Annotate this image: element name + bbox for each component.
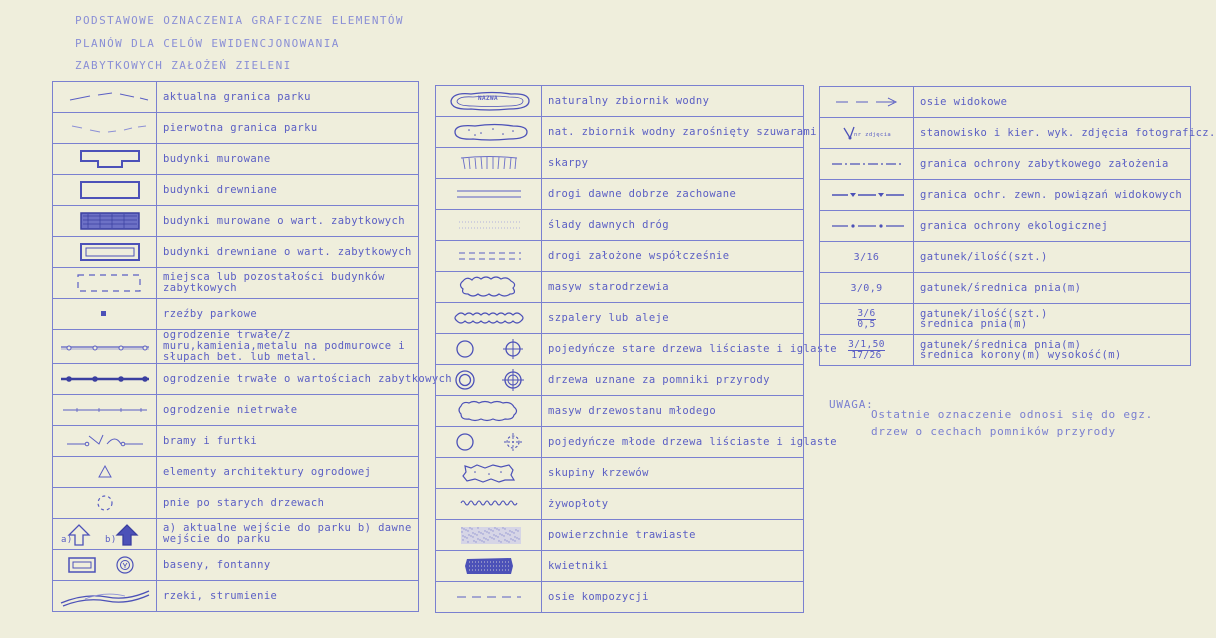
legend-label: skupiny krzewów <box>542 458 804 489</box>
legend-symbol <box>436 210 542 241</box>
legend-symbol-fraction <box>820 335 914 366</box>
legend-symbol <box>436 551 542 582</box>
note-heading: UWAGA: <box>829 398 874 411</box>
legend-label: aktualna granica parku <box>157 82 419 113</box>
legend-symbol <box>53 237 157 268</box>
legend-symbol <box>436 396 542 427</box>
legend-row <box>53 488 419 519</box>
legend-label: elementy architektury ogrodowej <box>157 457 419 488</box>
legend-row <box>53 175 419 206</box>
legend-label: osie kompozycji <box>542 582 804 613</box>
legend-row <box>820 304 1191 335</box>
legend-label: kwietniki <box>542 551 804 582</box>
legend-row <box>820 242 1191 273</box>
legend-symbol <box>53 299 157 330</box>
legend-row <box>436 117 804 148</box>
legend-row <box>820 211 1191 242</box>
legend-symbol <box>436 303 542 334</box>
legend-label: szpalery lub aleje <box>542 303 804 334</box>
legend-row <box>436 272 804 303</box>
legend-label: a) aktualne wejście do parku b) dawne wejście do parku <box>157 519 419 550</box>
legend-label: żywopłoty <box>542 489 804 520</box>
legend-label: powierzchnie trawiaste <box>542 520 804 551</box>
legend-label: drogi dawne dobrze zachowane <box>542 179 804 210</box>
legend-row <box>820 149 1191 180</box>
legend-label: gatunek/średnica pnia(m) <box>914 273 1191 304</box>
legend-row <box>820 180 1191 211</box>
legend-label: ogrodzenie trwałe o wartościach zabytkowych <box>157 364 419 395</box>
legend-label: masyw drzewostanu młodego <box>542 396 804 427</box>
legend-row <box>53 237 419 268</box>
legend-row <box>53 113 419 144</box>
legend-symbol <box>53 581 157 612</box>
legend-label: bramy i furtki <box>157 426 419 457</box>
legend-symbol <box>436 334 542 365</box>
legend-row <box>53 364 419 395</box>
legend-label: granica ochrony zabytkowego założenia <box>914 149 1191 180</box>
legend-symbol <box>820 211 914 242</box>
legend-symbol <box>820 118 914 149</box>
legend-label: ogrodzenie trwałe/z muru,kamienia,metalu na podmurowce i słupach bet. lub metal. <box>157 330 419 364</box>
legend-symbol <box>53 268 157 299</box>
legend-row <box>53 82 419 113</box>
legend-symbol <box>820 180 914 211</box>
legend-label: ogrodzenie nietrwałe <box>157 395 419 426</box>
legend-row <box>53 330 419 364</box>
legend-row <box>436 210 804 241</box>
legend-symbol <box>436 489 542 520</box>
legend-label: ślady dawnych dróg <box>542 210 804 241</box>
legend-symbol <box>436 148 542 179</box>
legend-label: budynki murowane o wart. zabytkowych <box>157 206 419 237</box>
legend-row <box>436 179 804 210</box>
title-line-2: PLANÓW DLA CELÓW EWIDENCJONOWANIA <box>75 37 340 50</box>
legend-label: rzeźby parkowe <box>157 299 419 330</box>
legend-row <box>53 206 419 237</box>
legend-symbol <box>436 427 542 458</box>
legend-row <box>53 268 419 299</box>
legend-label: budynki drewniane <box>157 175 419 206</box>
legend-table-buildings <box>52 81 453 612</box>
legend-symbol <box>53 175 157 206</box>
photo-number-text: nr zdjęcia <box>854 132 892 138</box>
fraction-numerator: 3/1,50 <box>848 338 885 350</box>
legend-label: baseny, fontanny <box>157 550 419 581</box>
legend-symbol <box>820 149 914 180</box>
note-line-1: Ostatnie oznaczenie odnosi się do egz. <box>871 408 1154 421</box>
legend-label: stanowisko i kier. wyk. zdjęcia fotograficz. <box>914 118 1191 149</box>
legend-label: nat. zbiornik wodny zarośnięty szuwarami <box>542 117 804 148</box>
legend-symbol <box>436 520 542 551</box>
legend-label-double <box>914 335 1191 366</box>
legend-symbol <box>53 364 157 395</box>
legend-row <box>53 457 419 488</box>
legend-label-2: średnica korony(m) wysokość(m) <box>920 349 1122 361</box>
legend-symbol <box>53 457 157 488</box>
legend-symbol <box>53 550 157 581</box>
legend-symbol <box>436 458 542 489</box>
legend-label: rzeki, strumienie <box>157 581 419 612</box>
legend-row <box>436 334 804 365</box>
legend-table-views <box>819 86 1216 366</box>
legend-symbol <box>53 395 157 426</box>
legend-row <box>436 365 804 396</box>
legend-symbol <box>53 519 157 550</box>
fraction-denominator: 0,5 <box>857 318 876 330</box>
legend-label: masyw starodrzewia <box>542 272 804 303</box>
legend-label: skarpy <box>542 148 804 179</box>
legend-row <box>436 551 804 582</box>
note-line-2: drzew o cechach pomników przyrody <box>871 425 1116 438</box>
legend-label: miejsca lub pozostałości budynków zabytkowych <box>157 268 419 299</box>
legend-label: pierwotna granica parku <box>157 113 419 144</box>
legend-row <box>436 148 804 179</box>
legend-row <box>820 87 1191 118</box>
legend-symbol <box>436 117 542 148</box>
legend-row <box>436 458 804 489</box>
entrance-a-mark: a) <box>61 535 73 545</box>
legend-row <box>436 582 804 613</box>
legend-row <box>53 299 419 330</box>
legend-symbol <box>436 179 542 210</box>
legend-row <box>820 118 1191 149</box>
legend-symbol <box>436 365 542 396</box>
title-line-3: ZABYTKOWYCH ZAŁOŻEŃ ZIELENI <box>75 59 292 72</box>
legend-row <box>820 335 1191 366</box>
legend-symbol <box>820 87 914 118</box>
legend-label: naturalny zbiornik wodny <box>542 86 804 117</box>
legend-symbol <box>53 426 157 457</box>
legend-row <box>53 581 419 612</box>
legend-row <box>53 395 419 426</box>
legend-label: drzewa uznane za pomniki przyrody <box>542 365 804 396</box>
legend-label: granica ochr. zewn. powiązań widokowych <box>914 180 1191 211</box>
legend-label: gatunek/średnica pnia(m) <box>920 339 1082 351</box>
legend-row <box>436 241 804 272</box>
legend-label: pojedyńcze młode drzewa liściaste i iglaste <box>542 427 804 458</box>
legend-label-double <box>914 304 1191 335</box>
legend-symbol-text: 3/0,9 <box>820 273 914 304</box>
legend-symbol <box>436 272 542 303</box>
legend-symbol <box>436 86 542 117</box>
legend-row <box>436 489 804 520</box>
legend-row <box>53 426 419 457</box>
legend-symbol-fraction <box>820 304 914 335</box>
legend-row <box>53 550 419 581</box>
pond-name-text: NAZWA <box>478 95 499 102</box>
legend-label: gatunek/ilość(szt.) <box>920 308 1048 320</box>
fraction-numerator: 3/6 <box>857 307 876 319</box>
legend-label: budynki murowane <box>157 144 419 175</box>
title-line-1: PODSTAWOWE OZNACZENIA GRAFICZNE ELEMENTÓW <box>75 14 404 27</box>
legend-symbol <box>53 144 157 175</box>
legend-label: drogi założone współcześnie <box>542 241 804 272</box>
legend-symbol <box>436 241 542 272</box>
legend-table-vegetation <box>435 85 838 613</box>
legend-label-2: średnica pnia(m) <box>920 318 1028 330</box>
legend-symbol <box>53 113 157 144</box>
legend-row <box>436 86 804 117</box>
legend-symbol <box>53 488 157 519</box>
legend-row <box>53 144 419 175</box>
legend-label: gatunek/ilość(szt.) <box>914 242 1191 273</box>
legend-label: osie widokowe <box>914 87 1191 118</box>
legend-label: pnie po starych drzewach <box>157 488 419 519</box>
legend-label: budynki drewniane o wart. zabytkowych <box>157 237 419 268</box>
legend-symbol <box>53 330 157 364</box>
legend-row <box>436 520 804 551</box>
legend-row <box>820 273 1191 304</box>
legend-row <box>436 303 804 334</box>
legend-label: granica ochrony ekologicznej <box>914 211 1191 242</box>
legend-row <box>436 427 804 458</box>
legend-row <box>436 396 804 427</box>
entrance-b-mark: b) <box>105 535 117 545</box>
legend-row <box>53 519 419 550</box>
legend-symbol <box>436 582 542 613</box>
legend-symbol-text: 3/16 <box>820 242 914 273</box>
legend-label: pojedyńcze stare drzewa liściaste i iglaste <box>542 334 804 365</box>
legend-symbol <box>53 82 157 113</box>
legend-symbol <box>53 206 157 237</box>
fraction-denominator: 17/26 <box>851 349 882 361</box>
